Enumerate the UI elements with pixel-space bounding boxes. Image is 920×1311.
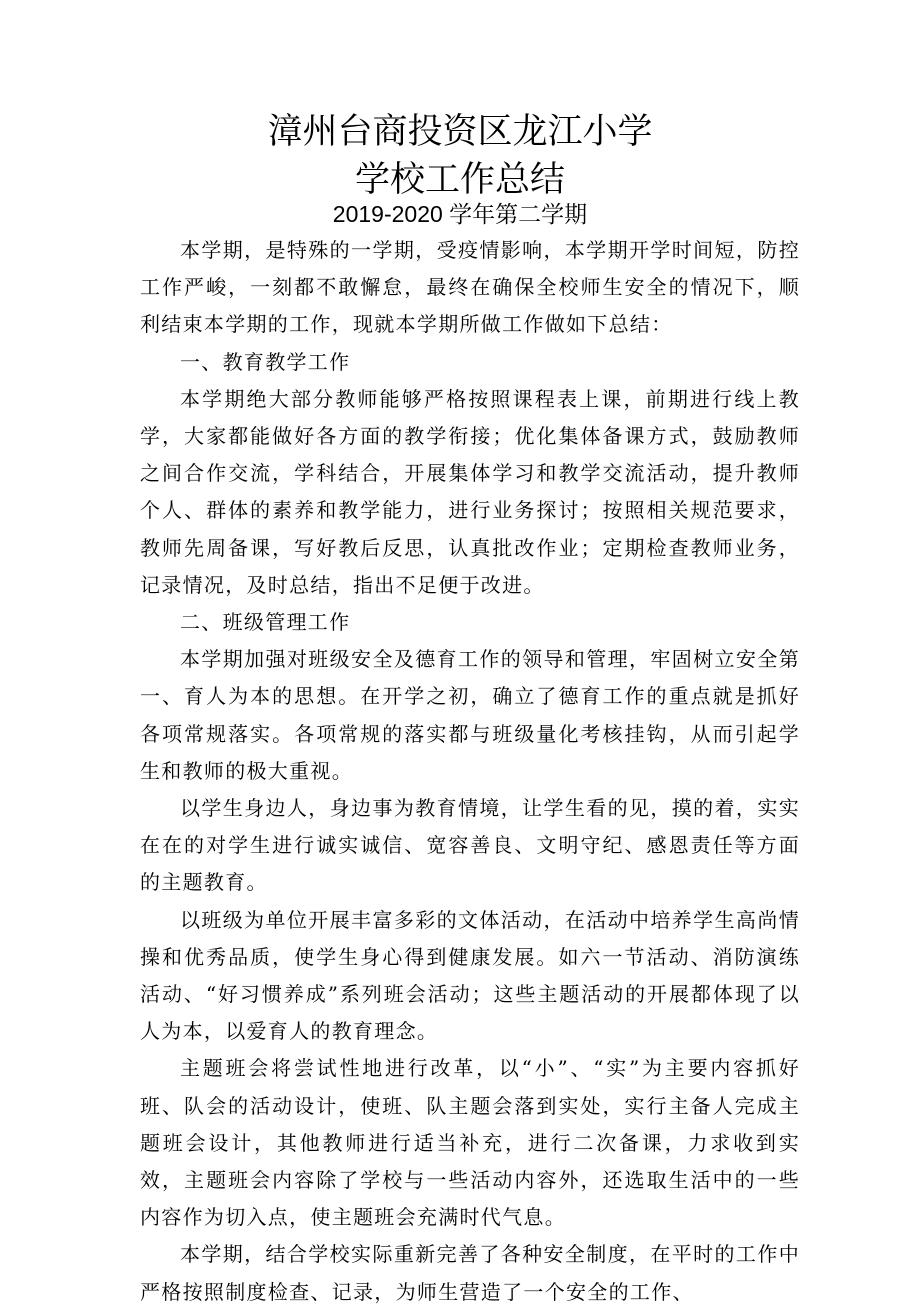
document-body: [140, 232, 800, 1311]
class-management-paragraph: 以班级为单位开展丰富多彩的文体活动，在活动中培养学生高尚情操和优秀品质，使学生身心得到健康发展。如六一节活动、消防演练活动、“好习惯养成”系列班会活动；这些主题活动的开展都体现了以人为本，以爱育人的教育理念。: [140, 907, 800, 1044]
class-management-paragraph: 本学期，结合学校实际重新完善了各种安全制度，在平时的工作中严格按照制度检查、记录，为师生营造了一个安全的工作、: [140, 1242, 800, 1304]
intro-paragraph: 本学期，是特殊的一学期，受疫情影响，本学期开学时间短，防控工作严峻，一刻都不敢懈怠，最终在确保全校师生安全的情况下，顺利结束本学期的工作，现就本学期所做工作做如下总结：: [140, 238, 800, 337]
document-title-school: 漳州台商投资区龙江小学: [267, 112, 653, 152]
section-heading-teaching: 一、教育教学工作: [180, 349, 351, 374]
teaching-paragraph: 本学期绝大部分教师能够严格按照课程表上课，前期进行线上教学，大家都能做好各方面的教学衔接；优化集体备课方式，鼓励教师之间合作交流，学科结合，开展集体学习和教学交流活动，提升教师个人、群体的素养和教学能力，进行业务探讨；按照相关规范要求，教师先周备课，写好教后反思，认真批改作业；定期检查教师业务，记录情况，及时总结，指出不足便于改进。: [140, 386, 800, 597]
class-management-paragraph: 本学期加强对班级安全及德育工作的领导和管理，牢固树立安全第一、育人为本的思想。在开学之初，确立了德育工作的重点就是抓好各项常规落实。各项常规的落实都与班级量化考核挂钩，从而引起学生和教师的极大重视。: [140, 647, 800, 783]
document-subtitle-term: 2019-2020 学年第二学期: [332, 201, 588, 227]
document-title-report: 学校工作总结: [354, 160, 565, 200]
section-heading-class-management: 二、班级管理工作: [180, 610, 351, 635]
class-management-paragraph: 主题班会将尝试性地进行改革，以“小”、“实”为主要内容抓好班、队会的活动设计，使班、队主题会落到实处，实行主备人完成主题班会设计，其他教师进行适当补充，进行二次备课，力求收到实效，主题班会内容除了学校与一些活动内容外，还选取生活中的一些内容作为切入点，使主题班会充满时代气息。: [140, 1056, 800, 1230]
class-management-paragraph: 以学生身边人，身边事为教育情境，让学生看的见，摸的着，实实在在的对学生进行诚实诚信、宽容善良、文明守纪、感恩责任等方面的主题教育。: [140, 796, 800, 895]
